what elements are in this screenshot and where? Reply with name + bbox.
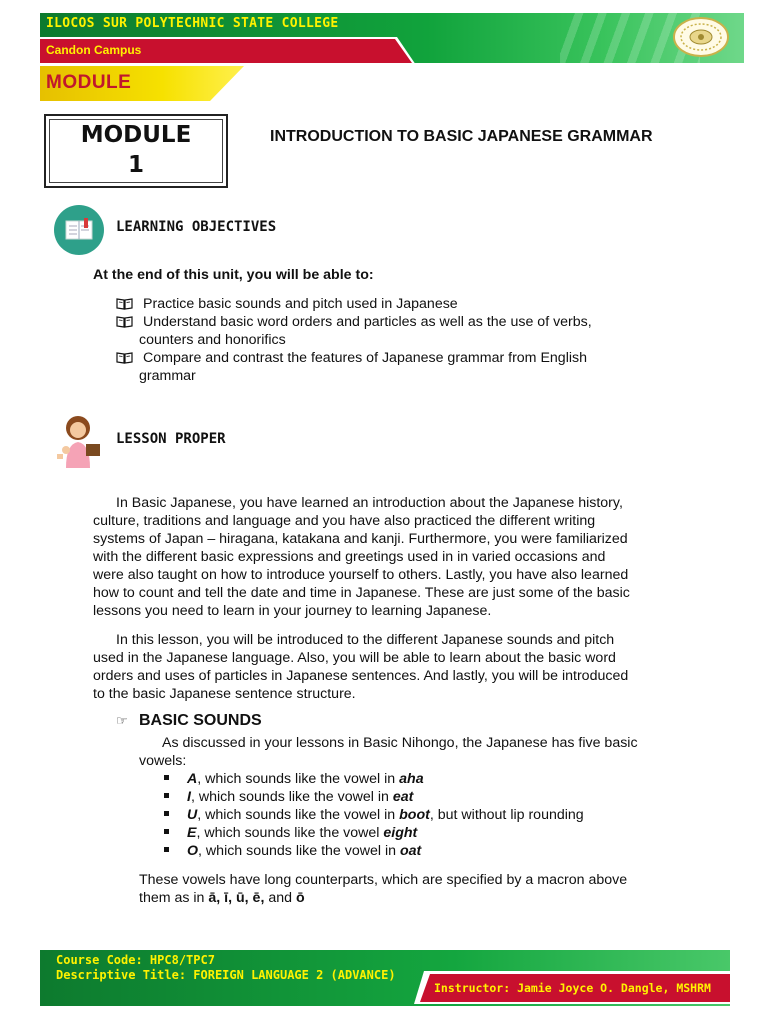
lesson-p1-line3: systems of Japan – hiragana, katakana and kanji. Furthermore, you were familiarized [93,531,628,547]
bullet-square [164,829,169,834]
college-name: ILOCOS SUR POLYTECHNIC STATE COLLEGE [46,16,339,31]
module-number-box [44,114,228,188]
book-bullet-icon [116,297,133,310]
objective-item-1: Practice basic sounds and pitch used in Japanese [143,296,458,312]
objectives-intro: At the end of this unit, you will be able to: [93,267,374,283]
lesson-p1-line7: lessons you need to learn in your journey to learning Japanese. [93,603,492,619]
college-seal-icon [672,17,730,57]
bullet-square [164,793,169,798]
basic-sounds-intro: As discussed in your lessons in Basic Nihongo, the Japanese has five basic [162,735,638,751]
lesson-heading: LESSON PROPER [116,431,226,447]
instructor-name: Instructor: Jamie Joyce O. Dangle, MSHRM [434,981,711,995]
bullet-square [164,847,169,852]
objectives-heading: LEARNING OBJECTIVES [116,219,277,235]
bullet-square [164,775,169,780]
objective-item-2: Understand basic word orders and particles as well as the use of verbs, [143,314,592,330]
lesson-p1-line2: culture, traditions and language and you have also practiced the different writing [93,513,596,529]
pointing-hand-icon: ☞ [116,713,128,728]
basic-sounds-intro-cont: vowels: [139,753,187,769]
module-title: INTRODUCTION TO BASIC JAPANESE GRAMMAR [270,128,653,145]
module-label: MODULE [80,122,192,148]
lesson-p2-line2: used in the Japanese language. Also, you will be able to learn about the basic word [93,650,616,666]
book-bullet-icon [116,315,133,328]
objective-item-3: Compare and contrast the features of Japanese grammar from English [143,350,587,366]
lesson-p1-line4: with the different basic expressions and greetings used in in varied occasions and [93,549,606,565]
campus-name: Candon Campus [46,43,142,57]
vowel-item-u: U, which sounds like the vowel in boot, but without lip rounding [187,807,584,823]
vowel-item-i: I, which sounds like the vowel in eat [187,789,414,805]
vowel-item-o: O, which sounds like the vowel in oat [187,843,422,859]
lesson-p1-line6: how to count and tell the date and time in Japanese. These are just some of the basic [93,585,630,601]
module-number: 1 [127,152,144,178]
vowel-item-e: E, which sounds like the vowel eight [187,825,418,841]
objective-item-3-cont: grammar [139,368,196,384]
module-tag-label: MODULE [46,72,132,93]
book-bullet-icon [116,351,133,364]
bullet-square [164,811,169,816]
descriptive-title: Descriptive Title: FOREIGN LANGUAGE 2 (ADVANCE) [56,968,396,982]
long-vowels-line2: them as in ā, ī, ū, ē, and ō [139,890,305,906]
open-book-icon [54,205,104,255]
lesson-p2-line3: orders and uses of particles in Japanese sentences. And lastly, you will be introduced [93,668,629,684]
objective-item-2-cont: counters and honorifics [139,332,286,348]
course-code: Course Code: HPC8/TPC7 [56,953,215,967]
lesson-p1-line1: In Basic Japanese, you have learned an introduction about the Japanese history, [116,495,623,511]
lesson-p2-line4: to the basic Japanese sentence structure. [93,686,356,702]
lesson-p1-line5: were also taught on how to introduce yourself to others. Lastly, you have also learned [93,567,629,583]
long-vowels-line1: These vowels have long counterparts, which are specified by a macron above [139,872,628,888]
basic-sounds-heading: BASIC SOUNDS [139,712,262,729]
teacher-icon [52,414,108,468]
vowel-item-a: A, which sounds like the vowel in aha [187,771,424,787]
lesson-p2-line1: In this lesson, you will be introduced to the different Japanese sounds and pitch [116,632,615,648]
